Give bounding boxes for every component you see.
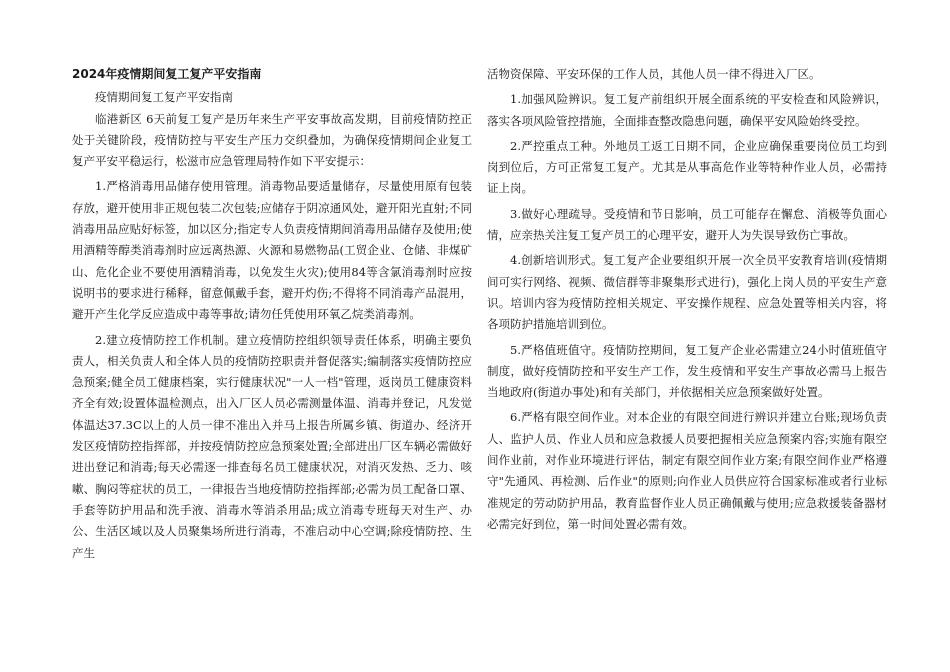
continued-paragraph: 活物资保障、平安环保的工作人员，其他人员一律不得进入厂区。 [487,67,821,81]
psychological-guidance-paragraph: 3.做好心理疏导。受疫情和节日影响，员工可能存在懈怠、消极等负面心情，应亲热关注复工复产员工的心理平安，避开人为失误导致伤亡事故。 [487,206,887,243]
duty-paragraph: 5.严格值班值守。疫情防控期间，复工复产企业必需建立24小时值班值守制度，做好疫情防控和平安生产工作，发生疫情和平安生产事故必需马上报告当地政府(街道办事处)和有关部门，并依据相关应急预案做好处置。 [487,342,887,400]
intro-paragraph: 临港新区 6天前复工复产是历年来生产平安事故高发期，目前疫情防控正处于关键阶段，疫情防控与平安生产压力交织叠加，为确保疫情期间企业复工复产平安平稳运行，松滋市应急管理局特作如下平安提示： [72,111,472,169]
item-2-paragraph: 2.建立疫情防控工作机制。建立疫情防控组织领导责任体系，明确主要负责人，相关负责人和全体人员的疫情防控职责并督促落实;编制落实疫情防控应急预案;健全员工健康档案，实行健康状况"一人一档"管理，返岗员工健康资料齐全有效;设置体温检测点，出入厂区人员必需测量体温、消毒并登记，凡发觉体温达37.3C以上的人员一律不准出入并马上报告所属乡镇、街道办、经济开发区疫情防控指挥部，并按疫情防控应急预案处置;全部进出厂区车辆必需做好进出登记和消毒;每天必需逐一排查每名员工健康状况，对消灭发热、乏力、咳嗽、胸闷等症状的员工，一律报告当地疫情防控指挥部;必需为员工配备口罩、手套等防护用品和洗手液、消毒水等消杀用品;成立消毒专班每天对生产、办公、生活区域以及人员聚集场所进行消毒，不准启动中心空调;除疫情防控、生产生 [72,332,472,560]
risk-identification-paragraph: 1.加强风险辨识。复工复产前组织开展全面系统的平安检查和风险辨识，落实各项风险管控措施，全面排查整改隐患问题，确保平安风险始终受控。 [487,92,887,128]
confined-space-paragraph: 6.严格有限空间作业。对本企业的有限空间进行辨识并建立台账;现场负责人、监护人员、作业人员和应急救援人员要把握相关应急预案内容;实施有限空间作业前，对作业环境进行评估，制定有限空间作业方案;有限空间作业严格遵守"先通风、再检测、后作业"的原则;向作业人员供应符合国家标准或者行业标准规定的劳动防护用品，教育监督作业人员正确佩戴与使用;应急救援装备器材必需完好到位，第一时间处置必需有效。 [487,410,887,531]
item-1-paragraph: 1.严格消毒用品储存使用管理。消毒物品要适量储存，尽量使用原有包装存放，避开使用非正规包装二次包装;应储存于阴凉通风处，避开阳光直射;不同消毒用品应贴好标签，加以区分;指定专人负责疫情期间消毒用品储存及使用;使用酒精等醇类消毒剂时应远离热源、火源和易燃物品(工贸企业、仓储、非煤矿山、危化企业不要使用酒精消毒，以免发生火灾);使用84等含氯消毒剂时应按说明书的要求进行稀释，留意佩戴手套，避开灼伤;不得将不同消毒产品混用，避开产生化学反应造成中毒等事故;请勿任凭使用环氧乙烷类消毒剂。 [72,179,472,322]
subtitle-paragraph: 疫情期间复工复产平安指南 [95,90,233,105]
left-column [72,64,472,564]
key-jobs-paragraph: 2.严控重点工种。外地员工返工日期不同，企业应确保重要岗位员工均到岗到位后，方可正常复工复产。尤其是从事高危作业等特种作业人员，必需持证上岗。 [487,138,887,196]
training-paragraph: 4.创新培训形式。复工复产企业要组织开展一次全员平安教育培训(疫情期间可实行网络、视频、微信群等非聚集形式进行)，强化上岗人员的平安生产意识。培训内容为疫情防控相关规定、平安操作规程、应急处置等相关内容，将各项防护措施培训到位。 [487,253,887,332]
right-column [487,64,887,535]
document-title: 2024年疫情期间复工复产平安指南 [72,67,262,81]
